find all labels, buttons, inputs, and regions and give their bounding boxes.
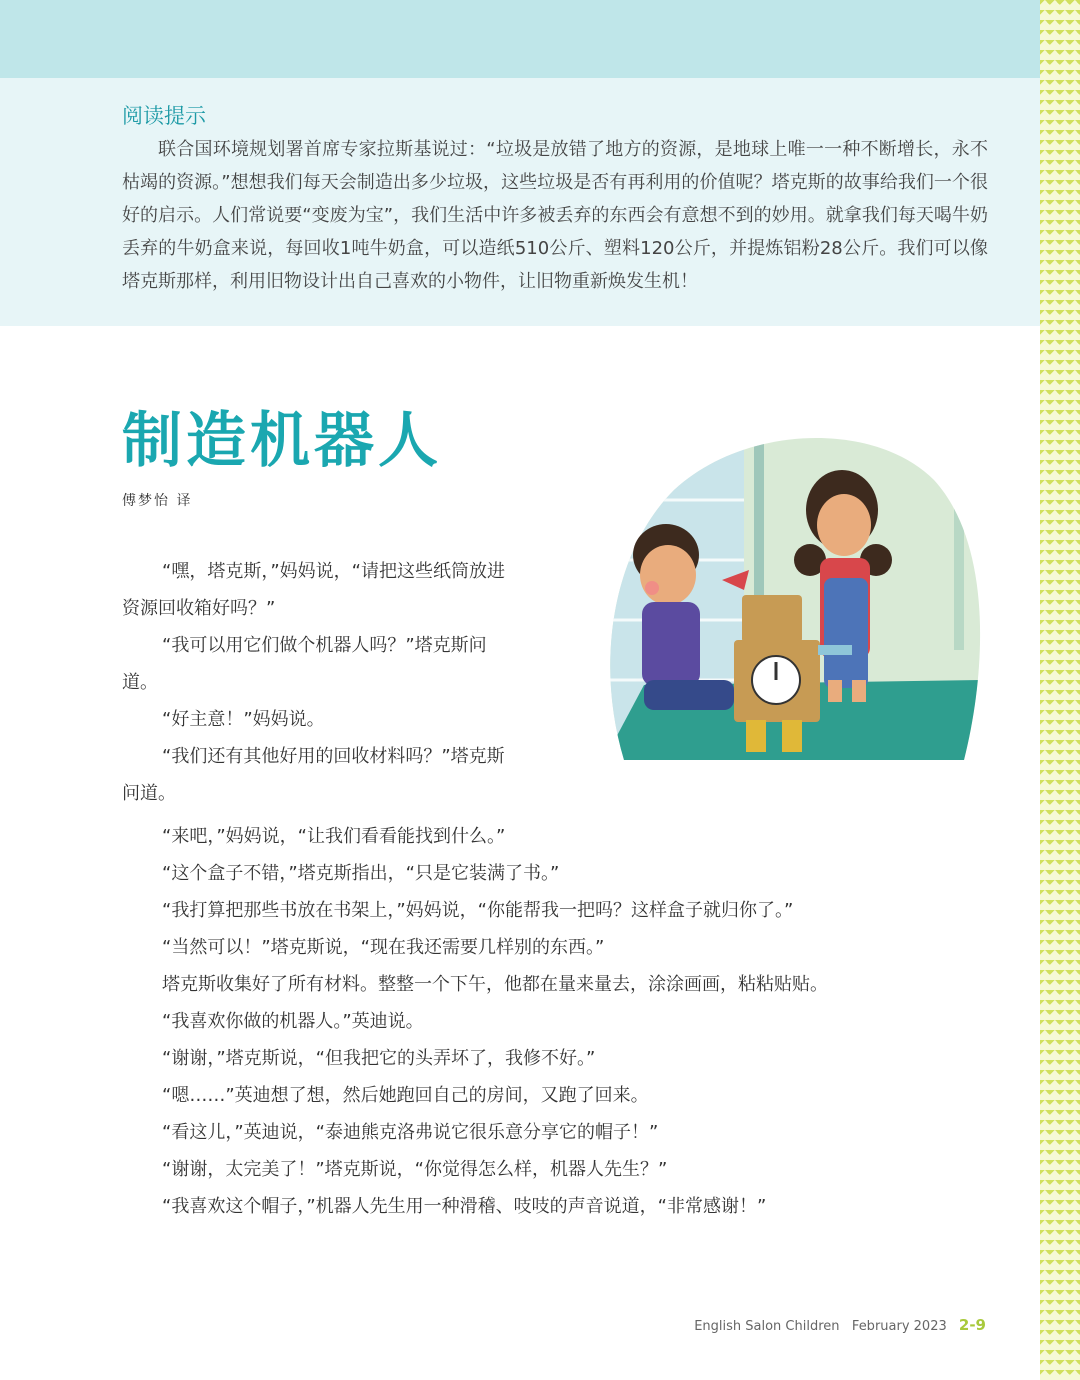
story-paragraph: “我打算把那些书放在书架上，”妈妈说，“你能帮我一把吗？这样盒子就归你了。”: [162, 900, 794, 921]
story-paragraph: “这个盒子不错，”塔克斯指出，“只是它装满了书。”: [162, 863, 560, 884]
story-paragraph: “我喜欢你做的机器人。”英迪说。: [162, 1011, 424, 1032]
magazine-name: English Salon Children: [694, 1319, 840, 1334]
story-title: 制造机器人: [122, 406, 442, 476]
story-text-lower: [122, 818, 992, 1225]
reading-tip-title: 阅读提示: [122, 104, 206, 128]
story-paragraph: “我们还有其他好用的回收材料吗？”塔克斯问道。: [122, 746, 505, 804]
top-color-band: [0, 0, 1040, 78]
page-number: 2-9: [958, 1316, 986, 1334]
story-paragraph: “我喜欢这个帽子，”机器人先生用一种滑稽、吱吱的声音说道，“非常感谢！”: [162, 1196, 767, 1217]
story-paragraph: “谢谢，”塔克斯说，“但我把它的头弄坏了，我修不好。”: [162, 1048, 596, 1069]
story-paragraph: “好主意！”妈妈说。: [162, 709, 325, 730]
reading-tip-body: 联合国环境规划署首席专家拉斯基说过：“垃圾是放错了地方的资源，是地球上唯一一种不断增长，永不枯竭的资源。”想想我们每天会制造出多少垃圾，这些垃圾是否有再利用的价值呢？塔克斯的故事给我们一个很好的启示。人们常说要“变废为宝”，我们生活中许多被丢弃的东西会有意想不到的妙用。就拿我们每天喝牛奶丢弃的牛奶盒来说，每回收1吨牛奶盒，可以造纸510公斤、塑料120公斤，并提炼铝粉28公斤。我们可以像塔克斯那样，利用旧物设计出自己喜欢的小物件，让旧物重新焕发生机！: [122, 139, 988, 292]
translator-credit: 傅梦怡 译: [122, 493, 193, 509]
story-paragraph: “来吧，”妈妈说，“让我们看看能找到什么。”: [162, 826, 506, 847]
decorative-side-strip: [1040, 0, 1080, 1380]
page-footer: [694, 1316, 986, 1334]
story-paragraph: “嗯……”英迪想了想，然后她跑回自己的房间，又跑了回来。: [162, 1085, 649, 1106]
story-text-upper: [122, 553, 517, 812]
issue-date: February 2023: [851, 1319, 947, 1334]
story-paragraph: 塔克斯收集好了所有材料。整整一个下午，他都在量来量去，涂涂画画，粘粘贴贴。: [162, 974, 828, 995]
story-paragraph: “我可以用它们做个机器人吗？”塔克斯问道。: [122, 635, 487, 693]
story-paragraph: “谢谢，太完美了！”塔克斯说，“你觉得怎么样，机器人先生？”: [162, 1159, 668, 1180]
story-paragraph: “当然可以！”塔克斯说，“现在我还需要几样别的东西。”: [162, 937, 605, 958]
children-robot-illustration: [604, 430, 982, 760]
story-paragraph: “嘿，塔克斯，”妈妈说，“请把这些纸筒放进资源回收箱好吗？”: [122, 561, 505, 619]
story-paragraph: “看这儿，”英迪说，“泰迪熊克洛弗说它很乐意分享它的帽子！”: [162, 1122, 659, 1143]
